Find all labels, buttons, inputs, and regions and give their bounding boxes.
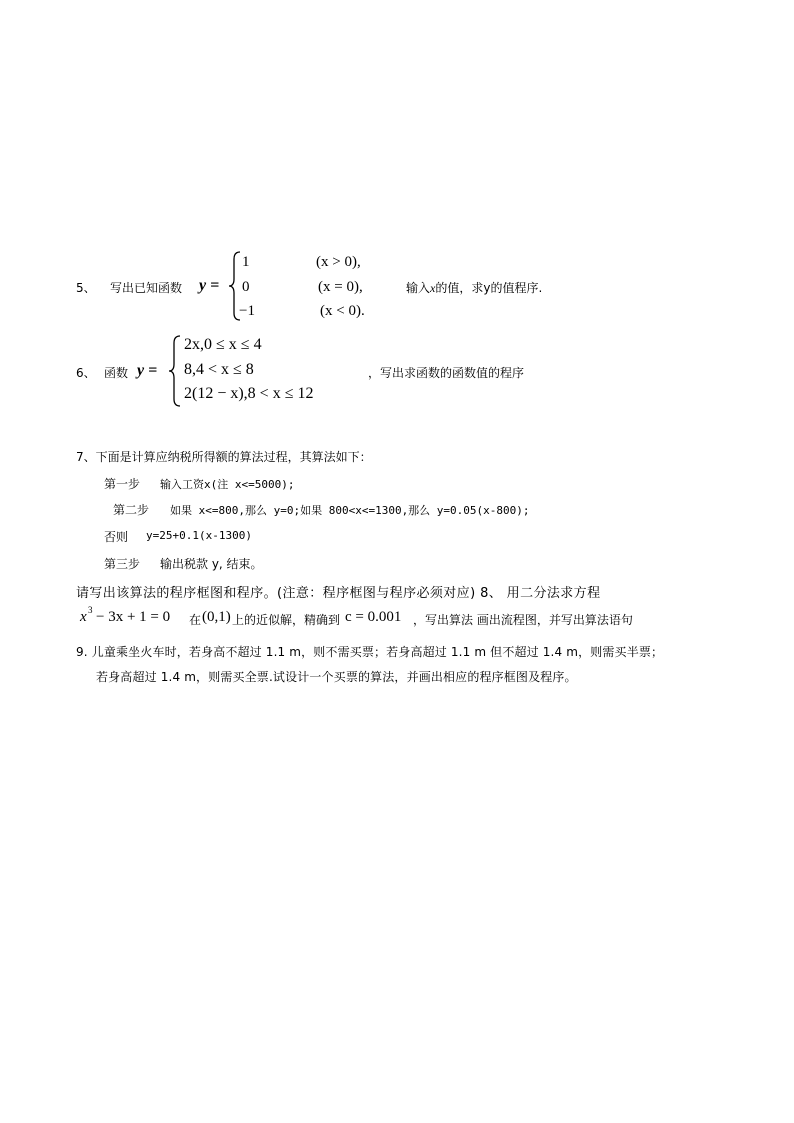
question-6-tail: ，写出求函数的函数值的程序	[368, 366, 525, 380]
question-5-case2-value: 0	[242, 279, 250, 295]
question-5-tail	[406, 279, 542, 296]
step3-label: 第三步	[104, 557, 141, 571]
question-5-number: 5、	[76, 281, 96, 295]
question-5-case2-condition: (x = 0),	[318, 279, 363, 295]
equation-in: 在	[189, 613, 202, 627]
equation-x: x	[80, 609, 87, 625]
question-5-case3-condition: (x < 0).	[320, 303, 365, 319]
question-6-lead: 函数	[104, 366, 129, 380]
question-6-number: 6、	[76, 366, 96, 380]
step1-label: 第一步	[104, 477, 141, 491]
question-6-case1: 2x,0 ≤ x ≤ 4	[184, 336, 262, 353]
question-5-case3-value: −1	[239, 303, 255, 319]
question-7-intro: 7、下面是计算应纳税所得额的算法过程，其算法如下：	[76, 450, 372, 464]
question-5-tail-a: 输入	[406, 281, 431, 295]
step2-label: 第二步	[113, 503, 150, 517]
else-label: 否则	[104, 530, 129, 544]
step1-text: 输入工资x(注 x<=5000);	[160, 478, 295, 491]
question-6-y-equals: y =	[137, 362, 158, 379]
equation-exponent: 3	[88, 605, 93, 615]
question-5-tail-x: x	[430, 281, 436, 295]
question-9-line1: 9. 儿童乘坐火车时，若身高不超过 1.1 m，则不需买票；若身高超过 1.1 m 但不超过 1.4 m，则需买半票；	[76, 645, 664, 659]
question-8-tail: ，写出算法 画出流程图，并写出算法语句	[413, 613, 633, 627]
question-5-case1-condition: (x > 0),	[316, 254, 361, 270]
precision-value: c = 0.001	[345, 609, 402, 625]
equation-mid: 上的近似解，精确到	[232, 613, 341, 627]
question-7-request: 请写出该算法的程序框图和程序。(注意：程序框图与程序必须对应) 8、 用二分法求方程	[76, 586, 601, 601]
question-9-line2: 若身高超过 1.4 m，则需买全票.试设计一个买票的算法，并画出相应的程序框图及程序。	[96, 670, 577, 684]
else-text: y=25+0.1(x-1300)	[146, 529, 252, 542]
question-6-case2: 8,4 < x ≤ 8	[184, 361, 254, 378]
question-5-tail-y: y	[483, 281, 491, 295]
question-5-y-equals: y =	[199, 277, 220, 294]
equation-rest: − 3x + 1 = 0	[96, 609, 171, 625]
question-5-lead: 写出已知函数	[110, 281, 183, 295]
question-5-case1-value: 1	[242, 254, 250, 270]
step3-text: 输出税款 y, 结束。	[160, 557, 263, 571]
step2-text: 如果 x<=800,那么 y=0;如果 800<x<=1300,那么 y=0.05(x-800);	[170, 504, 530, 517]
question-6-case3: 2(12 − x),8 < x ≤ 12	[184, 385, 314, 402]
question-5-tail-b: 的值，求	[435, 281, 484, 295]
question-6-brace	[168, 335, 182, 407]
equation-interval: (0,1)	[202, 609, 231, 625]
question-5-tail-c: 的值程序.	[490, 281, 543, 295]
